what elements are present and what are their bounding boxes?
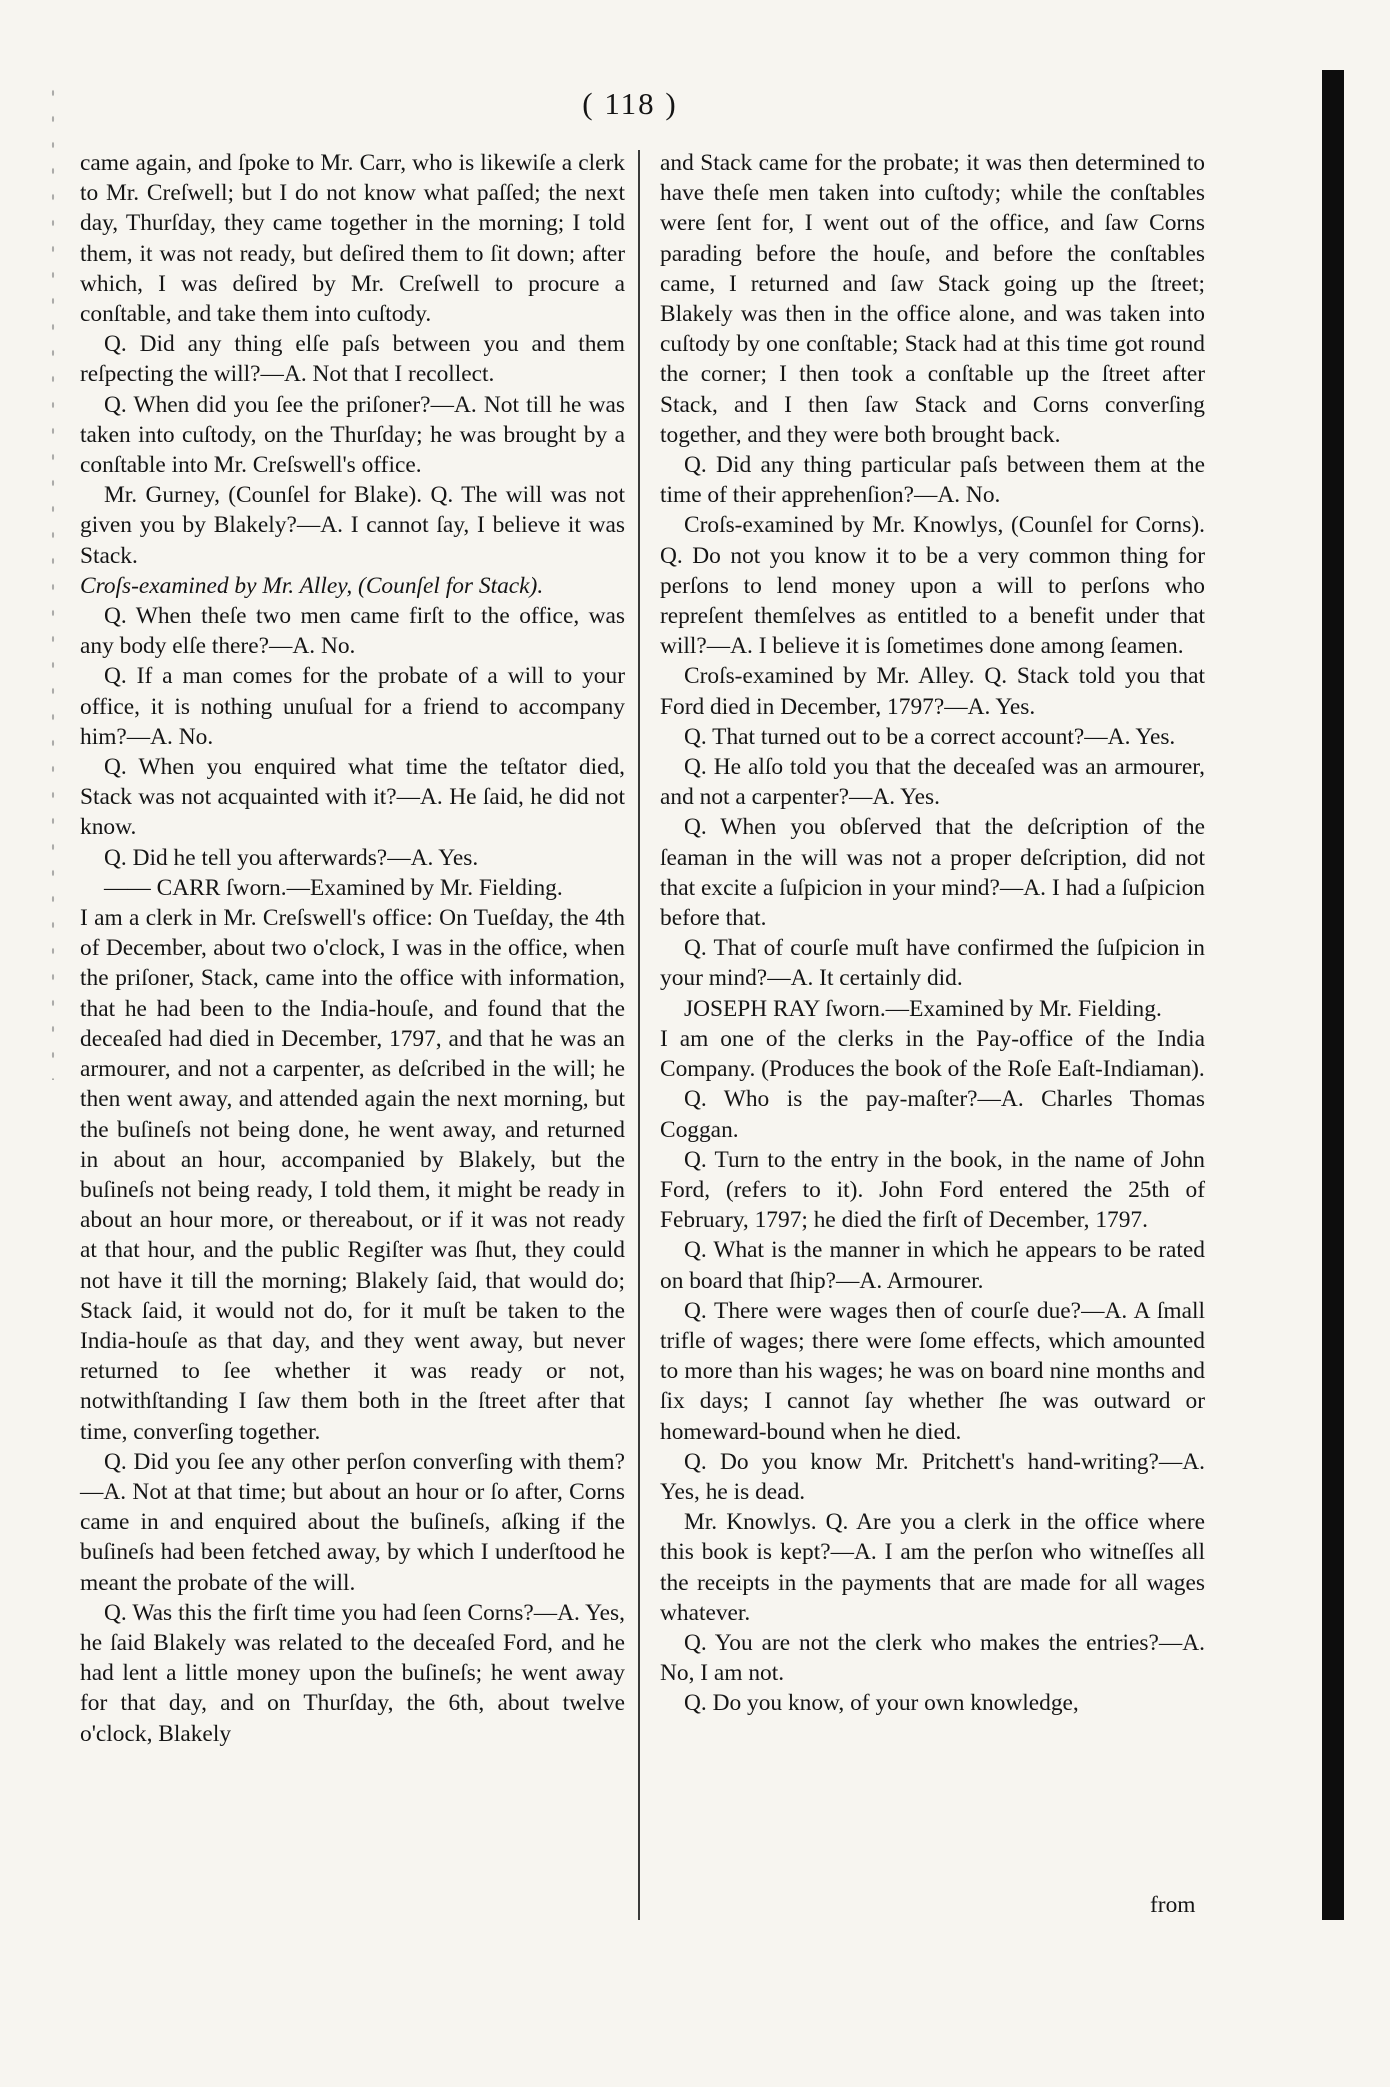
paragraph: Q. When you obſerved that the deſcription of the ſeaman in the will was not a proper deſcription, did not that excite a ſuſpicion in your mind?—A. I had a ſuſpicion before that.	[660, 814, 1205, 932]
paragraph: Mr. Knowlys. Q. Are you a clerk in the office where this book is kept?—A. I am the perſon who witneſſes all the receipts in the payments that are made for all wages whatever.	[660, 1509, 1205, 1626]
paragraph: Q. When did you ſee the priſoner?—A. Not till he was taken into cuſtody, on the Thurſday; he was brought by a conſtable into Mr. Creſswell's office.	[80, 391, 625, 479]
paragraph: Q. There were wages then of courſe due?—A. A ſmall trifle of wages; there were ſome effects, which amounted to more than his wages; he was on board nine months and ſix days; I cannot ſay whether ſhe was outward or homeward-bound when he died.	[660, 1297, 1205, 1445]
paragraph: Q. When you enquired what time the teſtator died, Stack was not acquainted with it?—A. He ſaid, he did not know.	[80, 754, 625, 841]
margin-speckle	[48, 80, 58, 1080]
paragraph: Q. What is the manner in which he appears to be rated on board that ſhip?—A. Armourer.	[660, 1237, 1205, 1294]
page-number: ( 118 )	[582, 86, 678, 121]
paragraph: JOSEPH RAY ſworn.—Examined by Mr. Fielding.	[684, 995, 1162, 1022]
paragraph: Q. He alſo told you that the deceaſed was an armourer, and not a carpenter?—A. Yes.	[660, 754, 1205, 811]
paragraph: Croſs-examined by Mr. Alley, (Counſel for Stack).	[80, 572, 544, 599]
column-divider	[638, 150, 640, 1920]
catchword: from	[1150, 1892, 1196, 1918]
paragraph: Q. Did you ſee any other perſon converſing with them?—A. Not at that time; but about an hour or ſo after, Corns came in and enquired about the buſineſs, aſking if the buſineſs had been fetched away, by which I underſtood he meant the probate of the will.	[80, 1448, 625, 1596]
paragraph: and Stack came for the probate; it was then determined to have theſe men taken into cuſtody; while the conſtables were ſent for, I went out of the office, and ſaw Corns parading before the houſe, and before the conſtables came, I returned and ſaw Stack going up the ſtreet; Blakely was then in the office alone, and was taken into cuſtody by one conſtable; Stack had at this time got round the corner; I then took a conſtable up the ſtreet after Stack, and I then ſaw Stack and Corns converſing together, and they were both brought back.	[660, 150, 1205, 448]
paragraph: Q. Did he tell you afterwards?—A. Yes.	[104, 844, 479, 871]
paragraph: Q. That of courſe muſt have confirmed the ſuſpicion in your mind?—A. It certainly did.	[660, 935, 1205, 992]
paragraph: Q. Do you know, of your own knowledge,	[684, 1690, 1079, 1717]
paragraph: Q. That turned out to be a correct account?—A. Yes.	[684, 723, 1176, 750]
paragraph: Mr. Gurney, (Counſel for Blake). Q. The will was not given you by Blakely?—A. I cannot ſay, I believe it was Stack.	[80, 482, 625, 569]
paragraph: Q. Was this the firſt time you had ſeen Corns?—A. Yes, he ſaid Blakely was related to the deceaſed Ford, and he had lent a little money upon the buſineſs; he went away for that day, and on Thurſday, the 6th, about twelve o'clock, Blakely	[80, 1599, 625, 1747]
paragraph: Q. If a man comes for the probate of a will to your office, it is nothing unuſual for a friend to accompany him?—A. No.	[80, 663, 625, 750]
paragraph: Q. Who is the pay-maſter?—A. Charles Thomas Coggan.	[660, 1086, 1205, 1143]
paragraph: I am one of the clerks in the Pay-office of the India Company. (Produces the book of the Roſe Eaſt-Indiaman).	[660, 1025, 1205, 1083]
paragraph: Croſs-examined by Mr. Knowlys, (Counſel for Corns). Q. Do not you know it to be a very common thing for perſons to lend money upon a will to perſons who repreſent themſelves as entitled to a benefit under that will?—A. I believe it is ſometimes done among ſeamen.	[660, 512, 1205, 660]
paragraph: Q. When theſe two men came firſt to the office, was any body elſe there?—A. No.	[80, 603, 625, 660]
paragraph: I am a clerk in Mr. Creſswell's office: On Tueſday, the 4th of December, about two o'clock, I was in the office, when the priſoner, Stack, came into the office with information, that he had been to the India-houſe, and found that the deceaſed had died in December, 1797, and that he was an armourer, and not a carpenter, as deſcribed in the will; he then went away, and attended again the next morning, but the buſineſs not being done, he went away, and returned in about an hour, accompanied by Blakely, but the buſineſs not being ready, I told them, it might be ready in about an hour more, or thereabout, or if it was not ready at that hour, and the public Regiſter was ſhut, they could not have it till the morning; Blakely ſaid, that would do; Stack ſaid, it would not do, for it muſt be taken to the India-houſe as that day, and they went away, but never returned to ſee whether it was ready or not, notwithſtanding I ſaw them both in the ſtreet after that time, converſing together.	[80, 905, 625, 1445]
paragraph: Q. Did any thing elſe paſs between you and them reſpecting the will?—A. Not that I recollect.	[80, 331, 625, 388]
paragraph: Q. Turn to the entry in the book, in the name of John Ford, (refers to it). John Ford entered the 25th of February, 1797; he died the firſt of December, 1797.	[660, 1146, 1205, 1234]
paragraph: Croſs-examined by Mr. Alley. Q. Stack told you that Ford died in December, 1797?—A. Yes.	[660, 663, 1205, 720]
right-column	[660, 148, 1205, 1719]
paragraph: came again, and ſpoke to Mr. Carr, who is likewiſe a clerk to Mr. Creſwell; but I do not know what paſſed; the next day, Thurſday, they came together in the morning; I told them, it was not ready, but deſired them to ſit down; after which, I was deſired by Mr. Creſwell to procure a conſtable, and take them into cuſtody.	[80, 150, 625, 328]
paragraph: Q. Do you know Mr. Pritchett's hand-writing?—A. Yes, he is dead.	[660, 1448, 1205, 1505]
paragraph: Q. Did any thing particular paſs between them at the time of their apprehenſion?—A. No.	[660, 452, 1205, 509]
paragraph: Q. You are not the clerk who makes the entries?—A. No, I am not.	[660, 1629, 1205, 1687]
paragraph: —— CARR ſworn.—Examined by Mr. Fielding.	[104, 874, 563, 901]
left-column	[80, 148, 625, 1749]
page-edge-shadow	[1322, 70, 1344, 1920]
